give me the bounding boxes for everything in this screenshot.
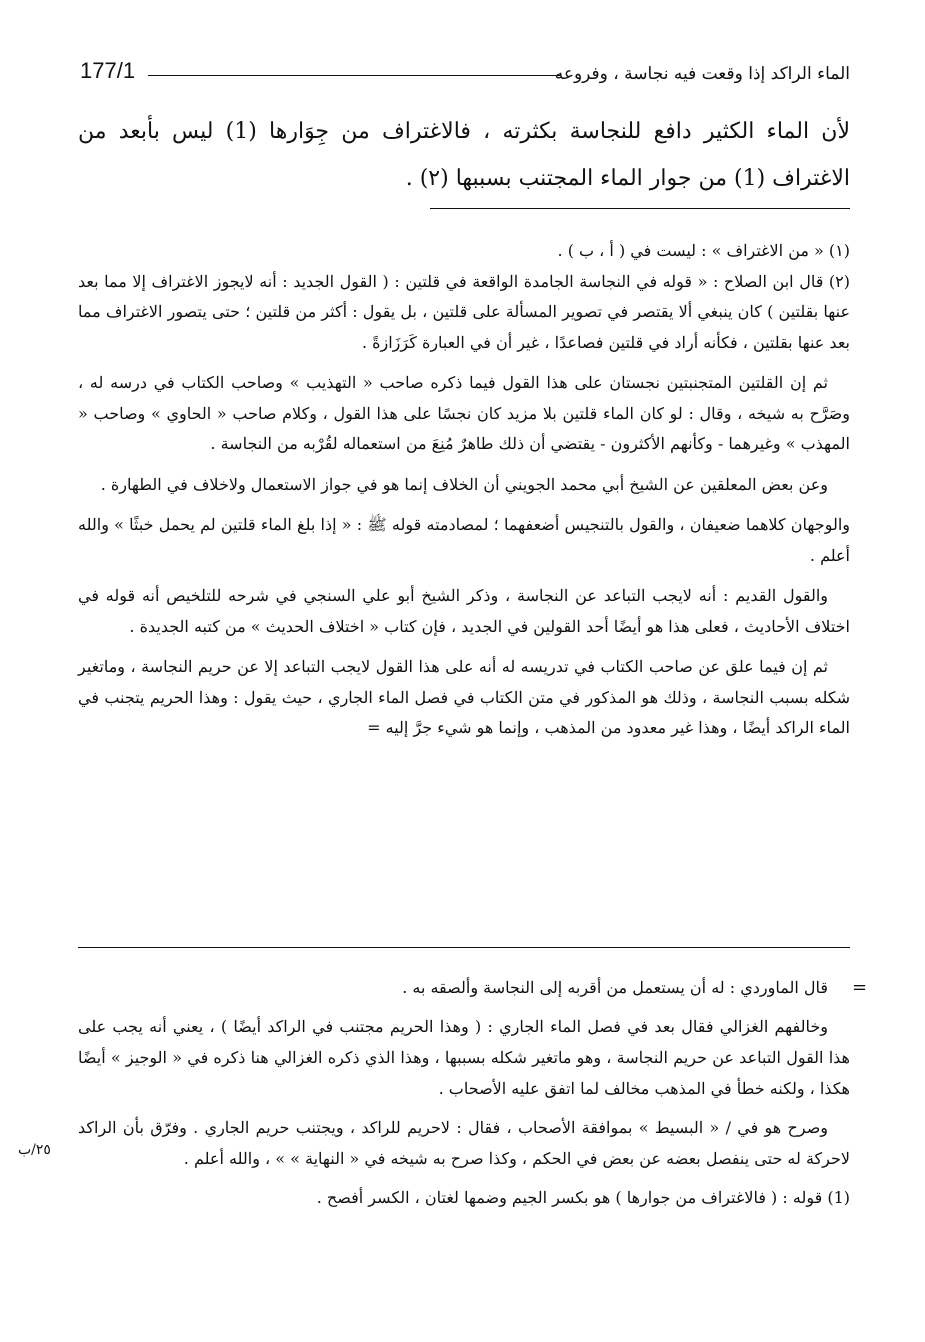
footnote-2-paragraph: والقول القديم : أنه لايجب التباعد عن النجاسة ، وذكر الشيخ أبو علي السنجي في شرحه للتلخيص أنه قوله في اختلاف الأحاديث ، فعلى هذا هو أيضًا أحد القولين في الجديد ، فإن كتاب « اختلاف الحديث » من كتبه الجديدة . <box>78 586 850 636</box>
continuation-paragraph: وصرح هو في / « البسيط » بموافقة الأصحاب ، فقال : لاحريم للراكد ، ويجتنب حريم الجاري . وفرّق بأن الراكد لاحركة له حتى ينفصل بعضه عن بعض في الحكم ، وكذا صرح به شيخه في « النهاية » » ، والله أعلم . <box>78 1118 850 1168</box>
continuation-paragraph: قال الماوردي : له أن يستعمل من أقربه إلى النجاسة وألصقه به . <box>402 978 828 997</box>
running-header <box>80 58 850 98</box>
continuation-separator <box>78 947 850 948</box>
footnote-2: (٢) قال ابن الصلاح : « قوله في النجاسة الجامدة الواقعة في قلتين : ( القول الجديد : أنه لايجوز الاغتراف إلا مما بعد عنها بقلتين ) كان ينبغي ألا يقتصر في تصوير المسألة على قلتين ، بل يقول : أكثر من قلتين ؛ حتى يتصور الاغتراف مما بعد عنها بقلتين ، فكأنه أراد في قلتين فصاعدًا ، غير أن في العبارة كَرَزَازةً . <box>78 271 850 352</box>
footnote-2-paragraph: ثم إن فيما علق عن صاحب الكتاب في تدريسه له أنه على هذا القول لايجب التباعد إلا عن حريم النجاسة ، وماتغير شكله بسبب النجاسة ، وذلك هو المذكور في متن الكتاب في فصل الماء الجاري ، حيث يقول : وهذا الحريم يتجنب في الماء الراكد أيضًا ، وهذا غير معدود من المذهب ، وإنما هو شيء جرَّ إليه = <box>78 657 850 737</box>
continuation-mark: = <box>852 977 868 998</box>
running-title: الماء الراكد إذا وقعت فيه نجاسة ، وفروعه <box>554 64 850 84</box>
footnotes-block <box>78 236 850 754</box>
footnote-separator <box>430 208 850 209</box>
continuation-paragraph: وخالفهم الغزالي فقال بعد في فصل الماء الجاري : ( وهذا الحريم مجتنب في الراكد أيضًا ) ، يعني أنه يجب على هذا القول التباعد عن حريم النجاسة ، وهو ماتغير شكله بسببها ، وهذا الذي ذكره الغزالي هنا ذكره في « الوجيز » أيضًا هكذا ، ولكنه خطأ في المذهب مخالف لما اتفق عليه الأصحاب . <box>78 1017 850 1098</box>
continuation-footnote: (1) قوله : ( فالاغتراف من جوارها ) هو بكسر الجيم وضمها لغتان ، الكسر أفصح . <box>316 1188 850 1207</box>
continuation-block <box>78 972 850 1221</box>
manuscript-folio-note: ٢٥/ب <box>18 1142 51 1158</box>
page-number: 177/1 <box>80 58 136 83</box>
footnote-1: (١) « من الاغتراف » : ليست في ( أ ، ب ) . <box>557 241 850 260</box>
footnote-2-paragraph: والوجهان كلاهما ضعيفان ، والقول بالتنجيس أضعفهما ؛ لمصادمته قوله ﷺ : « إذا بلغ الماء قلتين لم يحمل خبثًا » والله أعلم . <box>78 515 851 565</box>
footnote-2-paragraph: وعن بعض المعلقين عن الشيخ أبي محمد الجويني أن الخلاف إنما هو في جواز الاستعمال ولاخلاف في الطهارة . <box>100 474 828 494</box>
main-paragraph: لأن الماء الكثير دافع للنجاسة بكثرته ، فالاغتراف من جِوَارها (1) ليس بأبعد من الاغتراف (1) من جوار الماء المجتنب بسببها (٢) . <box>78 119 850 191</box>
header-rule <box>148 75 560 76</box>
footnote-2-paragraph: ثم إن القلتين المتجنبتين نجستان على هذا القول فيما ذكره صاحب « التهذيب » وصاحب الكتاب في درسه له ، وصَرَّح به شيخه ، وقال : لو كان الماء قلتين بلا مزيد كان نجسًا على هذا القول ، وكلام صاحب « الحاوي » وصاحب « المهذب » وغيرهما - وكأنهم الأكثرون - يقتضي أن ذلك طاهرٌ مُنِعَ من استعماله لقُرْبه من النجاسة . <box>78 373 850 453</box>
main-text-block <box>78 108 850 202</box>
